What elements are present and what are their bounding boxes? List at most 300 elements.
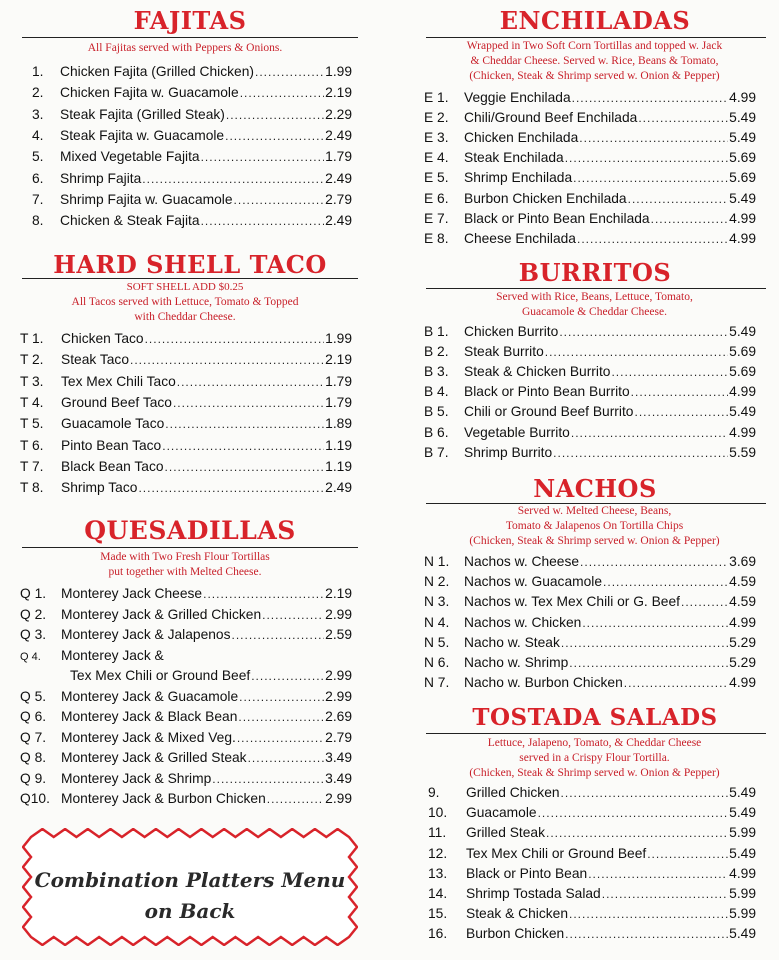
item-number: N 7.	[424, 675, 450, 691]
leader-dots	[142, 169, 324, 189]
item-name: Monterey Jack & Burbon Chicken	[61, 791, 266, 806]
item-name: Nachos w. Cheese	[464, 554, 580, 569]
item-number: N 4.	[424, 614, 450, 630]
leader-dots	[226, 105, 324, 125]
leader-dots	[681, 592, 728, 612]
leader-dots	[638, 108, 728, 128]
item-number: T 4.	[20, 394, 44, 410]
leader-dots	[588, 864, 728, 884]
item-name: Burbon Chicken	[466, 926, 565, 942]
leader-dots	[145, 329, 325, 349]
item-name: Steak Enchilada	[464, 150, 564, 166]
divider	[22, 37, 358, 38]
menu-item	[32, 211, 352, 231]
item-price: 1.79	[325, 373, 352, 389]
menu-item	[424, 633, 756, 653]
item-name: Monterey Jack & Grilled Steak	[61, 750, 247, 765]
menu-item	[424, 653, 756, 673]
item-price: 4.99	[729, 865, 756, 881]
item-name: Monterey Jack & Grilled Chicken	[61, 606, 262, 622]
item-number: E 2.	[424, 110, 449, 126]
leader-dots	[267, 789, 324, 809]
item-name: Monterey Jack Cheese	[61, 586, 203, 601]
menu-item	[20, 728, 352, 748]
item-number: 12.	[428, 845, 448, 861]
item-name: Chili/Ground Beef Enchilada	[464, 110, 638, 126]
section-note-quesadillas: Made with Two Fresh Flour Tortillas put together with Melted Cheese.	[100, 551, 270, 578]
item-price: 1.99	[325, 64, 352, 79]
item-number: 5.	[32, 149, 44, 165]
item-number: T 1.	[20, 331, 44, 346]
item-name: Monterey Jack & Guacamole	[61, 688, 239, 704]
item-price: 5.29	[729, 634, 756, 650]
item-price: 2.99	[325, 791, 352, 806]
leader-dots	[579, 128, 728, 148]
item-price: 5.49	[729, 324, 756, 339]
item-name: Monterey Jack & Black Bean	[61, 709, 238, 724]
menu-item	[20, 666, 352, 686]
leader-dots	[569, 653, 728, 673]
menu-item	[32, 126, 352, 146]
item-name: Steak Burrito	[464, 344, 544, 360]
item-number: E 1.	[424, 90, 449, 105]
section-title-nachos: NACHOS	[533, 474, 657, 503]
section-title-quesadillas: QUESADILLAS	[84, 516, 296, 545]
item-price: 3.69	[729, 554, 756, 569]
menu-item	[20, 707, 352, 727]
item-price: 5.49	[729, 190, 756, 206]
item-price: 4.99	[729, 210, 756, 226]
menu-item	[424, 342, 756, 362]
menu-item	[32, 83, 352, 103]
item-price: 5.99	[729, 886, 756, 901]
menu-item	[424, 128, 756, 148]
item-number: Q 5.	[20, 688, 47, 704]
menu-item	[428, 904, 756, 924]
leader-dots	[611, 362, 728, 382]
divider	[22, 547, 358, 548]
item-price: 2.19	[325, 586, 352, 601]
item-number: T 5.	[20, 416, 44, 432]
item-price: 5.49	[729, 130, 756, 146]
leader-dots	[571, 423, 728, 443]
menu-item	[32, 105, 352, 125]
item-number: T 2.	[20, 352, 44, 368]
item-price: 5.49	[729, 926, 756, 942]
item-name: Shrimp Fajita	[60, 170, 142, 186]
leader-dots	[162, 436, 324, 456]
item-number: 1.	[32, 64, 44, 79]
item-number: N 2.	[424, 574, 450, 590]
section-title-hard-shell-taco: HARD SHELL TACO	[53, 250, 327, 279]
item-number: Q10.	[20, 791, 50, 806]
item-number: N 3.	[424, 594, 450, 610]
divider	[426, 733, 766, 734]
item-price: 2.99	[325, 668, 352, 683]
item-number: N 6.	[424, 655, 450, 670]
item-name: Cheese Enchilada	[464, 230, 576, 246]
item-name: Tex Mex Chili or Ground Beef	[466, 845, 647, 861]
leader-dots	[559, 322, 728, 342]
item-price: 4.59	[729, 594, 756, 610]
menu-item	[428, 864, 756, 884]
item-name: Vegetable Burrito	[464, 424, 570, 440]
item-number: E 5.	[424, 170, 449, 186]
item-name: Nacho w. Shrimp	[464, 655, 569, 670]
item-number: B 7.	[424, 444, 449, 460]
item-name: Grilled Steak	[466, 825, 545, 841]
item-number: T 7.	[20, 458, 44, 474]
leader-dots	[130, 350, 324, 370]
item-number: 2.	[32, 85, 44, 101]
item-price: 4.99	[729, 675, 756, 691]
section-note-hard-shell-taco: SOFT SHELL ADD $0.25 All Tacos served with Lettuce, Tomato & Topped with Cheddar Cheese.	[71, 281, 299, 323]
item-price: 4.99	[729, 90, 756, 105]
leader-dots	[255, 62, 324, 82]
leader-dots	[238, 707, 324, 727]
menu-item	[424, 209, 756, 229]
menu-item	[20, 646, 352, 666]
item-name: Burbon Chicken Enchilada	[464, 190, 627, 206]
item-price: 4.99	[729, 424, 756, 440]
leader-dots	[173, 393, 324, 413]
item-price: 2.79	[325, 729, 352, 745]
item-name: Nacho w. Burbon Chicken	[464, 675, 623, 691]
menu-item	[32, 190, 352, 210]
divider	[22, 278, 358, 279]
leader-dots	[565, 924, 728, 944]
item-price: 2.29	[325, 106, 352, 122]
item-price: 4.99	[729, 614, 756, 630]
item-number: B 3.	[424, 364, 449, 380]
section-note-nachos: Served w. Melted Cheese, Beans, Tomato & Jalapenos On Tortilla Chips (Chicken, Steak & Shrimp served w. Onion & Pepper)	[469, 505, 720, 547]
menu-item	[424, 322, 756, 342]
menu-item	[20, 625, 352, 645]
menu-item	[20, 457, 352, 477]
item-number: Q 7.	[20, 729, 47, 745]
item-number: 11.	[428, 825, 447, 841]
item-price: 1.89	[325, 416, 352, 432]
item-name: Chicken Fajita (Grilled Chicken)	[60, 64, 254, 79]
item-name: Guacamole Taco	[61, 416, 165, 432]
item-number: B 1.	[424, 324, 449, 339]
item-name: Monterey Jack & Mixed Veg.	[61, 729, 236, 745]
leader-dots	[577, 229, 728, 249]
menu-item	[424, 402, 756, 422]
item-name: Chili or Ground Beef Burrito	[464, 404, 634, 420]
item-price: 1.99	[325, 331, 352, 346]
item-number: Q 4.	[20, 650, 41, 663]
item-price: 2.49	[325, 480, 352, 496]
menu-item	[424, 362, 756, 382]
item-name: Black Bean Taco	[61, 458, 164, 474]
item-price: 5.49	[729, 110, 756, 126]
item-number: T 3.	[20, 373, 44, 389]
banner-line-1: Combination Platters Menu	[34, 868, 346, 892]
leader-dots	[624, 673, 728, 693]
item-name: Tex Mex Chili Taco	[61, 373, 176, 389]
leader-dots	[553, 443, 728, 463]
item-name: Nachos w. Chicken	[464, 614, 582, 630]
item-number: B 4.	[424, 384, 449, 400]
menu-item	[32, 147, 352, 167]
item-number: 14.	[428, 886, 448, 901]
leader-dots	[165, 457, 325, 477]
leader-dots	[565, 148, 728, 168]
item-name: Monterey Jack &	[61, 647, 164, 663]
item-name: Tex Mex Chili or Ground Beef	[70, 668, 251, 683]
leader-dots	[239, 687, 324, 707]
leader-dots	[569, 904, 728, 924]
item-number: 3.	[32, 106, 44, 122]
item-price: 2.19	[325, 352, 352, 368]
menu-item	[32, 62, 352, 82]
leader-dots	[262, 605, 324, 625]
item-price: 5.69	[729, 364, 756, 380]
leader-dots	[240, 83, 324, 103]
item-price: 2.99	[325, 606, 352, 622]
item-price: 2.59	[325, 627, 352, 642]
item-price: 5.59	[729, 444, 756, 460]
leader-dots	[582, 613, 728, 633]
item-number: Q 9.	[20, 770, 47, 786]
leader-dots	[248, 748, 325, 768]
item-number: T 6.	[20, 437, 44, 453]
item-number: E 6.	[424, 190, 449, 206]
item-number: 13.	[428, 865, 448, 881]
item-price: 5.49	[729, 845, 756, 861]
item-number: 16.	[428, 926, 448, 942]
leader-dots	[545, 342, 728, 362]
leader-dots	[177, 372, 324, 392]
menu-item	[20, 687, 352, 707]
section-title-burritos: BURRITOS	[518, 258, 672, 287]
menu-item	[32, 169, 352, 189]
item-price: 1.19	[325, 437, 352, 453]
item-name: Black or Pinto Bean	[466, 865, 588, 881]
item-price: 5.49	[729, 785, 756, 800]
item-price: 5.49	[729, 805, 756, 821]
section-note-fajitas: All Fajitas served with Peppers & Onions.	[87, 42, 283, 54]
item-number: E 8.	[424, 230, 449, 246]
leader-dots	[572, 88, 729, 108]
item-number: B 2.	[424, 344, 449, 360]
section-note-enchiladas: Wrapped in Two Soft Corn Tortillas and topped w. Jack & Cheddar Cheese. Served w. Rice, Beans & Tomato, (Chicken, Steak & Shrimp served w. Onion & Pepper)	[466, 40, 723, 82]
leader-dots	[138, 478, 324, 498]
item-price: 1.79	[325, 394, 352, 410]
menu-item	[20, 478, 352, 498]
item-number: T 8.	[20, 480, 44, 496]
item-number: 7.	[32, 191, 44, 207]
leader-dots	[237, 728, 324, 748]
item-price: 5.69	[729, 344, 756, 360]
item-name: Grilled Chicken	[466, 785, 560, 800]
leader-dots	[603, 572, 728, 592]
combination-platters-banner	[22, 828, 358, 946]
item-name: Steak Fajita w. Guacamole	[60, 127, 225, 143]
item-price: 2.19	[325, 85, 352, 101]
leader-dots	[538, 803, 729, 823]
menu-item	[20, 350, 352, 370]
divider	[426, 37, 766, 38]
leader-dots	[580, 552, 728, 572]
item-price: 4.59	[729, 574, 756, 590]
leader-dots	[225, 126, 324, 146]
item-name: Monterey Jack & Jalapenos	[61, 627, 231, 642]
item-name: Pinto Bean Taco	[61, 437, 162, 453]
leader-dots	[165, 414, 324, 434]
menu-item	[20, 605, 352, 625]
item-name: Shrimp Fajita w. Guacamole	[60, 191, 233, 207]
item-price: 2.49	[325, 170, 352, 186]
item-number: Q 6.	[20, 709, 47, 724]
item-name: Nachos w. Tex Mex Chili or G. Beef	[464, 594, 680, 610]
menu-item	[424, 423, 756, 443]
leader-dots	[631, 382, 728, 402]
section-note-burritos: Served with Rice, Beans, Lettuce, Tomato, Guacamole & Cheddar Cheese.	[496, 291, 693, 318]
menu-item	[20, 393, 352, 413]
item-price: 2.99	[325, 688, 352, 704]
item-name: Shrimp Burrito	[464, 444, 553, 460]
item-number: 8.	[32, 213, 44, 229]
section-note-tostada-salads: Lettuce, Jalapeno, Tomato, & Cheddar Cheese served in a Crispy Flour Tortilla. (Chicken, Steak & Shrimp served w. Onion & Pepper)	[469, 737, 720, 779]
menu-item	[424, 552, 756, 572]
banner-line-2: on Back	[144, 899, 236, 923]
item-name: Nacho w. Steak	[464, 634, 560, 650]
menu-item	[428, 783, 756, 803]
item-name: Chicken & Steak Fajita	[60, 213, 200, 229]
menu-item	[20, 414, 352, 434]
item-price: 5.49	[729, 404, 756, 420]
menu-item	[20, 789, 352, 809]
menu-item	[428, 924, 756, 944]
item-name: Black or Pinto Bean Enchilada	[464, 210, 650, 226]
menu-item	[428, 823, 756, 843]
item-number: N 1.	[424, 554, 450, 569]
menu-item	[424, 168, 756, 188]
leader-dots	[628, 189, 729, 209]
item-number: 9.	[428, 785, 440, 800]
menu-item	[20, 436, 352, 456]
item-price: 4.99	[729, 230, 756, 246]
item-name: Monterey Jack & Shrimp	[61, 770, 212, 786]
menu-item	[428, 803, 756, 823]
leader-dots	[573, 168, 728, 188]
leader-dots	[651, 209, 729, 229]
item-number: 4.	[32, 127, 44, 143]
item-number: E 7.	[424, 210, 449, 226]
leader-dots	[602, 884, 728, 904]
item-name: Shrimp Enchilada	[464, 170, 573, 186]
item-name: Ground Beef Taco	[61, 394, 172, 410]
item-number: B 5.	[424, 404, 449, 420]
menu-item	[424, 443, 756, 463]
item-name: Chicken Fajita w. Guacamole	[60, 85, 239, 101]
menu-item	[20, 769, 352, 789]
section-title-fajitas: FAJITAS	[133, 6, 247, 35]
leader-dots	[231, 625, 324, 645]
item-number: B 6.	[424, 424, 449, 440]
menu-item	[424, 382, 756, 402]
item-name: Steak & Chicken Burrito	[464, 364, 611, 380]
leader-dots	[561, 633, 728, 653]
item-name: Steak Taco	[61, 352, 130, 368]
item-number: 15.	[428, 906, 448, 922]
menu-item	[428, 884, 756, 904]
menu-item	[428, 844, 756, 864]
menu-item	[424, 108, 756, 128]
section-title-enchiladas: ENCHILADAS	[499, 6, 691, 35]
item-number: N 5.	[424, 634, 450, 650]
item-number: Q 2.	[20, 606, 47, 622]
item-name: Chicken Taco	[61, 331, 144, 346]
item-number: Q 3.	[20, 627, 47, 642]
menu-item	[424, 592, 756, 612]
leader-dots	[234, 190, 325, 210]
item-number: 10.	[428, 805, 448, 821]
item-price: 1.79	[325, 149, 352, 165]
item-price: 2.69	[325, 709, 352, 724]
menu-item	[20, 584, 352, 604]
menu-item	[424, 673, 756, 693]
item-price: 5.69	[729, 150, 756, 166]
item-number: E 3.	[424, 130, 449, 146]
item-number: Q 1.	[20, 586, 47, 601]
item-price: 1.19	[325, 458, 352, 474]
menu-item	[424, 189, 756, 209]
leader-dots	[561, 783, 729, 803]
menu-item	[20, 329, 352, 349]
leader-dots	[203, 584, 324, 604]
item-name: Steak Fajita (Grilled Steak)	[60, 106, 225, 122]
leader-dots	[634, 402, 728, 422]
item-price: 4.99	[729, 384, 756, 400]
item-number: 6.	[32, 170, 44, 186]
menu-item	[424, 572, 756, 592]
item-name: Shrimp Tostada Salad	[466, 886, 601, 901]
leader-dots	[647, 844, 728, 864]
item-price: 2.79	[325, 191, 352, 207]
menu-item	[20, 372, 352, 392]
leader-dots	[546, 823, 728, 843]
divider	[426, 288, 766, 289]
leader-dots	[212, 769, 324, 789]
item-price: 5.99	[729, 825, 756, 841]
item-name: Chicken Burrito	[464, 324, 559, 339]
item-name: Guacamole	[466, 805, 537, 821]
menu-item	[424, 148, 756, 168]
item-price: 2.49	[325, 213, 352, 229]
item-price: 5.99	[729, 906, 756, 922]
menu-item	[424, 229, 756, 249]
item-name: Shrimp Taco	[61, 480, 138, 496]
section-title-tostada-salads: TOSTADA SALADS	[472, 704, 718, 731]
leader-dots	[251, 666, 324, 686]
item-name: Nachos w. Guacamole	[464, 574, 603, 590]
item-price: 5.29	[729, 655, 756, 670]
menu-item	[424, 613, 756, 633]
item-price: 2.49	[325, 127, 352, 143]
leader-dots	[201, 147, 325, 167]
item-price: 3.49	[325, 750, 352, 765]
item-name: Veggie Enchilada	[464, 90, 571, 105]
item-name: Black or Pinto Bean Burrito	[464, 384, 630, 400]
item-name: Steak & Chicken	[466, 906, 568, 922]
menu-item	[20, 748, 352, 768]
item-number: Q 8.	[20, 750, 47, 765]
item-name: Chicken Enchilada	[464, 130, 579, 146]
menu-item	[424, 88, 756, 108]
